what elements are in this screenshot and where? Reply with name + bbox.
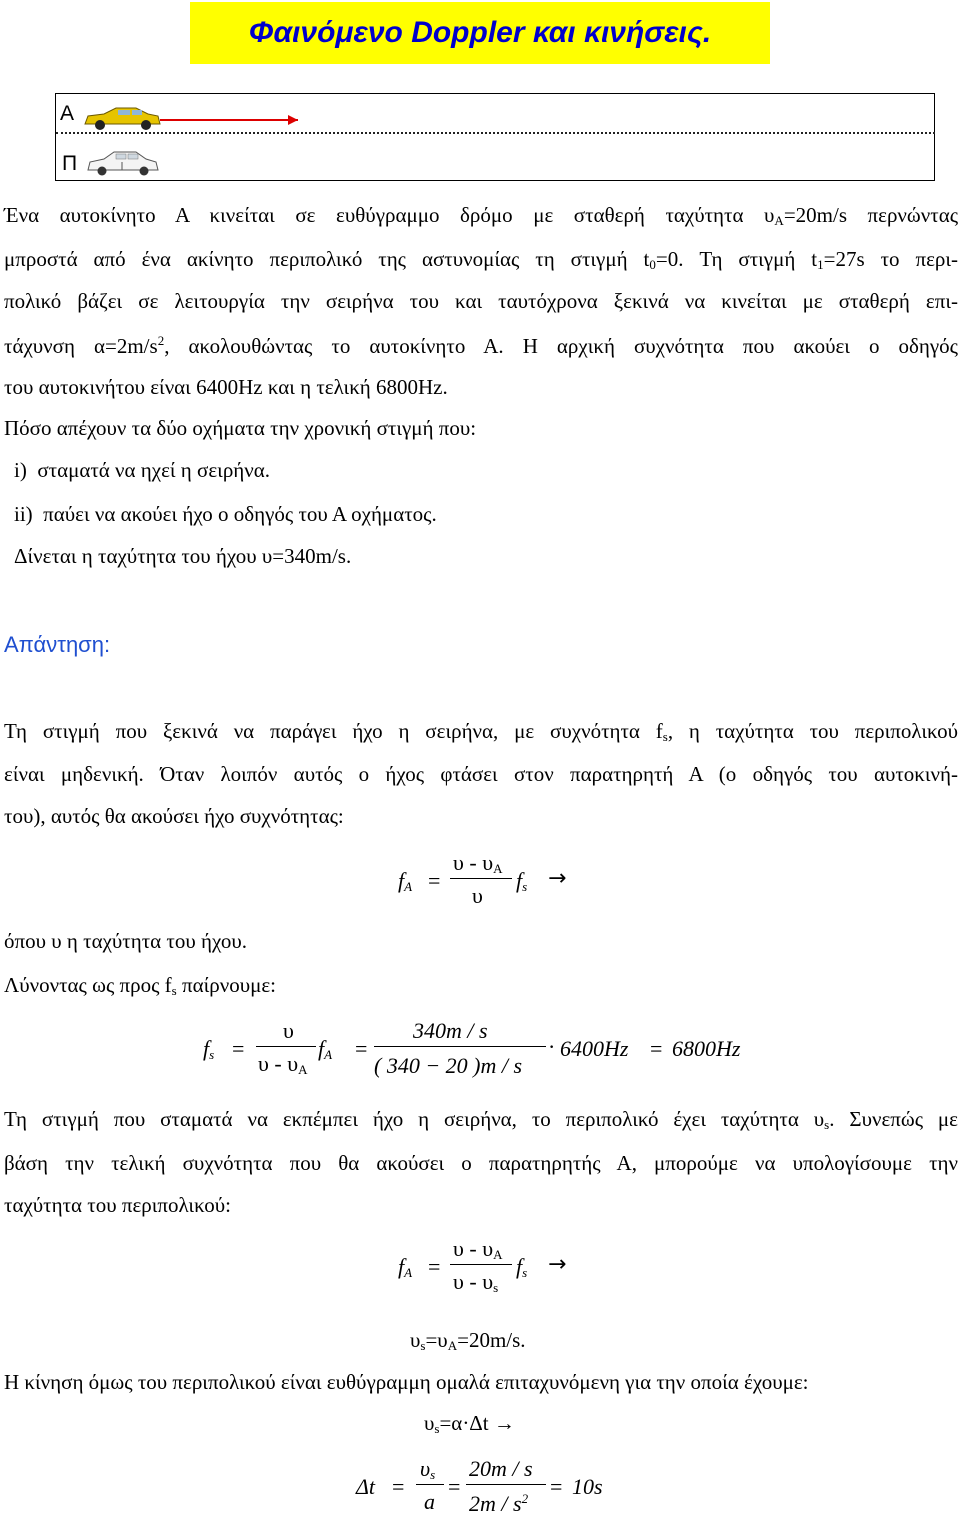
eq2-equals-2: = bbox=[355, 1036, 368, 1061]
eq2-equals-1: = bbox=[232, 1036, 245, 1061]
where-v-text: όπου υ η ταχύτητα του ήχου. bbox=[4, 929, 247, 953]
question-i: i) σταματά να ηχεί η σειρήνα. bbox=[14, 458, 271, 482]
eq2-denominator-2: ( 340 − 20 )m / s bbox=[374, 1053, 523, 1078]
eq3-rhs: $f_s$ bbox=[516, 1254, 528, 1280]
problem-line-1: Ένα αυτοκίνητο Α κινείται σε ευθύγραμμο δρόμο με σταθερή ταχύτητα $\upsilon_A=20m/s$ περνώντας bbox=[4, 203, 959, 228]
eq3-equals: = bbox=[428, 1254, 441, 1279]
question-ii: ii) παύει να ακούει ήχο ο οδηγός του Α οχήματος. bbox=[14, 502, 437, 526]
eq4-equals-3: = bbox=[550, 1474, 563, 1499]
eq4-fraction-bar-2 bbox=[466, 1484, 546, 1485]
given-speed: Δίνεται η ταχύτητα του ήχου υ=340m/s. bbox=[14, 544, 352, 568]
page-title: Φαινόμενο Doppler και κινήσεις. bbox=[248, 16, 712, 49]
problem-line-3: πολικό βάζει σε λειτουργία την σειρήνα του και ταυτόχρονα ξεκινά να κινείται με σταθερή επι- bbox=[4, 289, 958, 313]
eq4-fraction-bar-1 bbox=[416, 1484, 444, 1485]
eq2-equals-3: = bbox=[650, 1036, 663, 1061]
answer-p1-line-2: είναι μηδενική. Όταν λοιπόν αυτός ο ήχος φτάσει στον παρατηρητή Α (ο οδηγός του αυτοκινή- bbox=[4, 762, 958, 786]
eq2-numerator-2: 340m / s bbox=[413, 1018, 488, 1043]
problem-line-5: του αυτοκινήτου είναι 6400Hz και η τελική 6800Hz. bbox=[4, 375, 448, 399]
vs-result: $\upsilon_s=\upsilon_A=20m/s$. bbox=[410, 1328, 526, 1353]
problem-line-2: μπροστά από ένα ακίνητο περιπολικό της αστυνομίας τη στιγμή $t_0=0$. Τη στιγμή $t_1=27s$ το περι- bbox=[4, 247, 959, 272]
eq1-arrow-icon: → bbox=[548, 866, 567, 891]
answer-p2-line-3: ταχύτητα του περιπολικού: bbox=[4, 1193, 231, 1217]
eq2-denominator-1: υ - $\upsilon_A$ bbox=[258, 1051, 308, 1077]
problem-line-4: τάχυνση $\alpha=2m/s^2$, ακολουθώντας το αυτοκίνητο Α. Η αρχική συχνότητα που ακούει ο οδηγός bbox=[4, 333, 958, 358]
answer-p2-line-2: βάση την τελική συχνότητα που θα ακούσει ο παρατηρητής Α, μπορούμε να υπολογίσουμε την bbox=[4, 1151, 958, 1175]
eq2-fraction-bar-1 bbox=[256, 1046, 316, 1047]
answer-heading: Απάντηση: bbox=[4, 632, 111, 657]
eq3-numerator: υ - $\upsilon_A$ bbox=[453, 1236, 503, 1262]
eq4-denominator-2: $2m / s^2$ bbox=[469, 1491, 529, 1516]
eq2-lhs: $f_s$ bbox=[203, 1036, 215, 1062]
eq4-numerator-1: $\upsilon_s$ bbox=[420, 1456, 436, 1482]
eq4-equals-1: = bbox=[392, 1474, 405, 1499]
eq2-mid: $f_A$ bbox=[318, 1036, 333, 1062]
eq1-lhs: $f_A$ bbox=[398, 868, 413, 894]
eq1-denominator: υ bbox=[472, 883, 483, 908]
car-a-label: Α bbox=[60, 102, 75, 125]
eq4-equals-2: = bbox=[448, 1474, 461, 1499]
answer-p2-line-1: Τη στιγμή που σταματά να εκπέμπει ήχο η σειρήνα, το περιπολικό έχει ταχύτητα $\upsilon_s$. Συνεπώς με bbox=[4, 1107, 958, 1132]
eq4-lhs: Δt bbox=[356, 1474, 376, 1499]
acc-arrow-icon: → bbox=[493, 1411, 515, 1435]
eq1-equals: = bbox=[428, 868, 441, 893]
answer-p1-line-1: Τη στιγμή που ξεκινά να παράγει ήχο η σειρήνα, με συχνότητα $f_s$, η ταχύτητα του περιπολικού bbox=[4, 719, 958, 744]
eq3-denominator: υ - $\upsilon_s$ bbox=[453, 1269, 499, 1295]
eq1-numerator: υ - $\upsilon_A$ bbox=[453, 850, 503, 876]
eq4-denominator-1: a bbox=[424, 1489, 435, 1514]
acceleration-eq: $\upsilon_s=\alpha\cdot\Delta t$ → bbox=[424, 1411, 515, 1436]
police-car-icon bbox=[84, 144, 164, 178]
car-a-icon bbox=[80, 100, 300, 134]
answer-p1-line-3: του), αυτός θα ακούσει ήχο συχνότητας: bbox=[4, 804, 344, 828]
title-banner bbox=[190, 2, 770, 64]
eq2-value-2: 6800Hz bbox=[672, 1036, 741, 1061]
eq3-lhs: $f_A$ bbox=[398, 1254, 413, 1280]
eq4-result: 10s bbox=[572, 1474, 603, 1499]
eq1-rhs: $f_s$ bbox=[516, 868, 528, 894]
police-label: Π bbox=[62, 152, 78, 175]
eq4-numerator-2: 20m / s bbox=[469, 1456, 533, 1481]
eq2-dot: · bbox=[548, 1034, 556, 1059]
velocity-arrowhead bbox=[288, 115, 298, 125]
eq2-fraction-bar-2 bbox=[374, 1046, 546, 1047]
eq3-fraction-bar bbox=[450, 1264, 512, 1265]
eq1-fraction-bar bbox=[450, 878, 512, 879]
eq2-numerator-1: υ bbox=[283, 1018, 294, 1043]
answer-p3: Η κίνηση όμως του περιπολικού είναι ευθύγραμμη ομαλά επιταχυνόμενη για την οποία έχουμε: bbox=[4, 1370, 809, 1394]
solving-text: Λύνοντας ως προς $f_s$ παίρνουμε: bbox=[4, 973, 277, 998]
question-text: Πόσο απέχουν τα δύο οχήματα την χρονική στιγμή που: bbox=[4, 416, 477, 440]
eq3-arrow-icon: → bbox=[548, 1252, 567, 1277]
eq2-value-1: 6400Hz bbox=[560, 1036, 629, 1061]
